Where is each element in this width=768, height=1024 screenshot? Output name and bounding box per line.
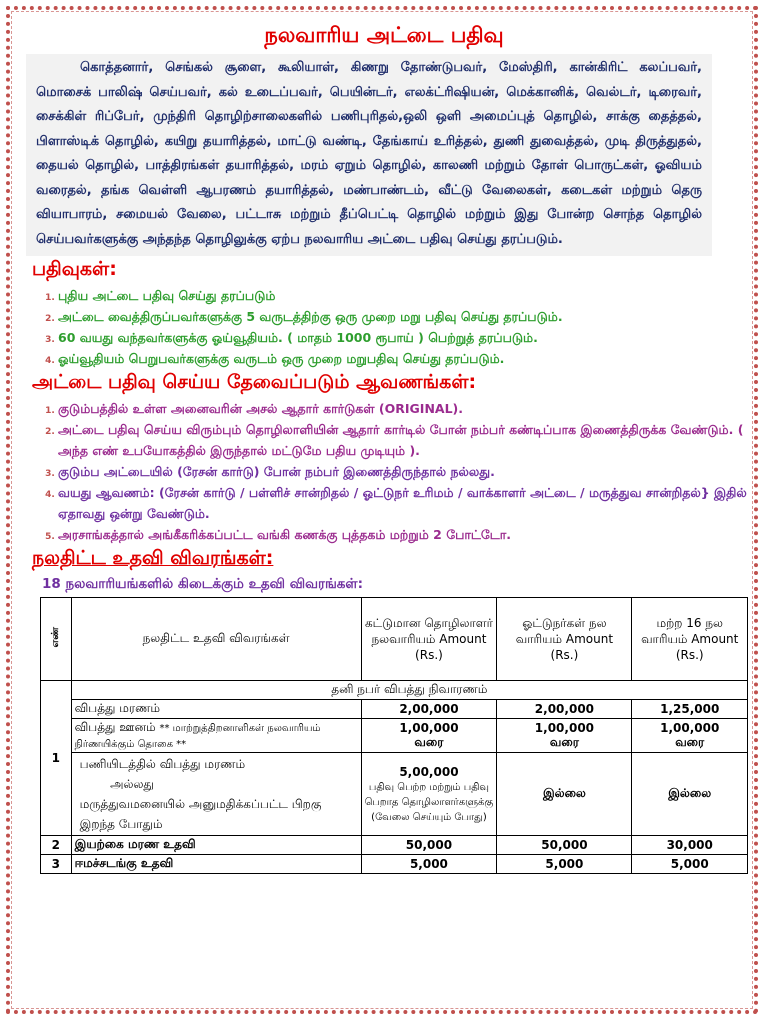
page-title: நலவாரிய அட்டை பதிவு bbox=[264, 23, 504, 47]
cell-a: 5,000 bbox=[361, 855, 497, 874]
table-header-row bbox=[41, 598, 748, 681]
row-desc: விபத்து ஊனம் ** மாற்றுத்திறனாளிகள் நலவாரியம் நிர்ணயிக்கும் தொகை ** bbox=[71, 719, 361, 753]
row-desc: இயற்கை மரண உதவி bbox=[71, 836, 361, 855]
group-heading: தனி நபர் விபத்து நிவாரணம் bbox=[71, 681, 747, 700]
col-num-header: எண் bbox=[41, 598, 72, 681]
welfare-table bbox=[40, 597, 748, 874]
col-b-header: ஓட்டுநர்கள் நல வாரியம் Amount (Rs.) bbox=[497, 598, 632, 681]
list-item: 3. குடும்ப அட்டையில் (ரேசன் கார்டு) போன் நம்பர் இணைத்திருந்தால் நல்லது. bbox=[58, 461, 750, 482]
cell-c: 1,25,000 bbox=[632, 700, 748, 719]
row-desc: விபத்து மரணம் bbox=[71, 700, 361, 719]
row-desc: ஈமச்சடங்கு உதவி bbox=[71, 855, 361, 874]
list-item: 3. 60 வயது வந்தவர்களுக்கு ஓய்வூதியம். ( மாதம் 1000 ரூபாய் ) பெற்றுத் தரப்படும். bbox=[58, 327, 750, 348]
cell-c: 5,000 bbox=[632, 855, 748, 874]
table-row bbox=[41, 719, 748, 753]
cell-a: 1,00,000 வரை bbox=[361, 719, 497, 753]
cell-b: 2,00,000 bbox=[497, 700, 632, 719]
row-desc: பணியிடத்தில் விபத்து மரணம் அல்லது மருத்துவமனையில் அனுமதிக்கப்பட்ட பிறகு இறந்த போதும் bbox=[71, 753, 361, 836]
cell-c: இல்லை bbox=[632, 753, 748, 836]
table-row bbox=[41, 836, 748, 855]
registrations-heading: பதிவுகள்: bbox=[32, 258, 117, 280]
list-item: 4. ஓய்வூதியம் பெறுபவர்களுக்கு வருடம் ஒரு முறை மறுபதிவு செய்து தரப்படும். bbox=[58, 348, 750, 369]
row-number: 2 bbox=[41, 836, 72, 855]
list-item: 1. குடும்பத்தில் உள்ள அனைவரின் அசல் ஆதார் கார்டுகள் (ORIGINAL). bbox=[58, 398, 750, 419]
list-item: 4. வயது ஆவணம்: (ரேசன் கார்டு / பள்ளிச் சான்றிதல் / ஓட்டுநர் உரிமம் / வாக்காளர் அட்டை / மருத்துவ சான்றிதல்} இதில் ஏதாவது ஒன்று வேண்டும். bbox=[58, 482, 750, 524]
welfare-subheading: 18 நலவாரியங்களில் கிடைக்கும் உதவி விவரங்கள்: bbox=[42, 576, 364, 592]
table-row bbox=[41, 681, 748, 700]
cell-b: 5,000 bbox=[497, 855, 632, 874]
col-desc-header: நலதிட்ட உதவி விவரங்கள் bbox=[71, 598, 361, 681]
cell-b: இல்லை bbox=[497, 753, 632, 836]
table-row bbox=[41, 700, 748, 719]
documents-list bbox=[18, 398, 750, 545]
welfare-heading: நலதிட்ட உதவி விவரங்கள்: bbox=[32, 547, 274, 569]
list-item: 2. அட்டை வைத்திருப்பவர்களுக்கு 5 வருடத்திற்கு ஒரு முறை மறு பதிவு செய்து தரப்படும். bbox=[58, 306, 750, 327]
row-note: ** மாற்றுத்திறனாளிகள் நலவாரியம் நிர்ணயிக்கும் தொகை ** bbox=[74, 723, 321, 750]
cell-a: 2,00,000 bbox=[361, 700, 497, 719]
col-c-header: மற்ற 16 நல வாரியம் Amount (Rs.) bbox=[632, 598, 748, 681]
col-a-header: கட்டுமான தொழிலாளர் நலவாரியம் Amount (Rs.) bbox=[361, 598, 497, 681]
list-item: 5. அரசாங்கத்தால் அங்கீகரிக்கப்பட்ட வங்கி கணக்கு புத்தகம் மற்றும் 2 போட்டோ. bbox=[58, 524, 750, 545]
row-number: 3 bbox=[41, 855, 72, 874]
list-item: 2. அட்டை பதிவு செய்ய விரும்பும் தொழிலாளியின் ஆதார் கார்டில் போன் நம்பர் கண்டிப்பாக இணைத்திருக்க வேண்டும். ( அந்த எண் உபயோகத்தில் இருந்தால் மட்டுமே பதிய முடியும் ). bbox=[58, 419, 750, 461]
list-item: 1. புதிய அட்டை பதிவு செய்து தரப்படும் bbox=[58, 285, 750, 306]
cell-c: 30,000 bbox=[632, 836, 748, 855]
cell-b: 1,00,000 வரை bbox=[497, 719, 632, 753]
registrations-list bbox=[18, 285, 750, 369]
cell-a: 50,000 bbox=[361, 836, 497, 855]
document-page bbox=[18, 20, 750, 874]
cell-b: 50,000 bbox=[497, 836, 632, 855]
table-row bbox=[41, 753, 748, 836]
cell-c: 1,00,000 வரை bbox=[632, 719, 748, 753]
cell-a: 5,00,000 பதிவு பெற்ற மற்றும் பதிவு பெறாத தொழிலாளர்களுக்கு (வேலை செய்யும் போது) bbox=[361, 753, 497, 836]
intro-paragraph: கொத்தனார், செங்கல் சூளை, கூலியாள், கிணறு தோண்டுபவர், மேஸ்திரி, கான்கிரிட் கலப்பவர், மொசைக் பாலிஷ் செய்பவர், கல் உடைப்பவர், பெயின்டர், எலக்ட்ரிஷியன், மெக்கானிக், வெல்டர், டிரைவர், சைக்கிள் ரிப்பேர், முந்திரி தொழிற்சாலைகளில் பணிபுரிதல்,ஒலி ஒளி அமைப்புத் தொழில், சாக்கு தைத்தல், பிளாஸ்டிக் தொழில், கயிறு தயாரித்தல், மாட்டு வண்டி, தேங்காய் உரித்தல், துணி துவைத்தல், முடி திருத்துதல், தையல் தொழில், பாத்திரங்கள் தயாரித்தல், மரம் ஏறும் தொழில், காலணி மற்றும் தோள் பொருட்கள், ஓவியம் வரைதல், தங்க வெள்ளி ஆபரணம் தயாரித்தல், மண்பாண்டம், வீட்டு வேலைகள், கடைகள் மற்றும் தெரு வியாபாரம், சமையல் வேலை, பட்டாசு மற்றும் தீப்பெட்டி தொழில் மற்றும் இது போன்ற சொந்த தொழில் செய்பவர்களுக்கு அந்தந்த தொழிலுக்கு ஏற்ப நலவாரிய அட்டை பதிவு செய்து தரப்படும். bbox=[26, 54, 712, 256]
table-row bbox=[41, 855, 748, 874]
row-number: 1 bbox=[41, 681, 72, 836]
documents-heading: அட்டை பதிவு செய்ய தேவைப்படும் ஆவணங்கள்: bbox=[32, 371, 477, 393]
